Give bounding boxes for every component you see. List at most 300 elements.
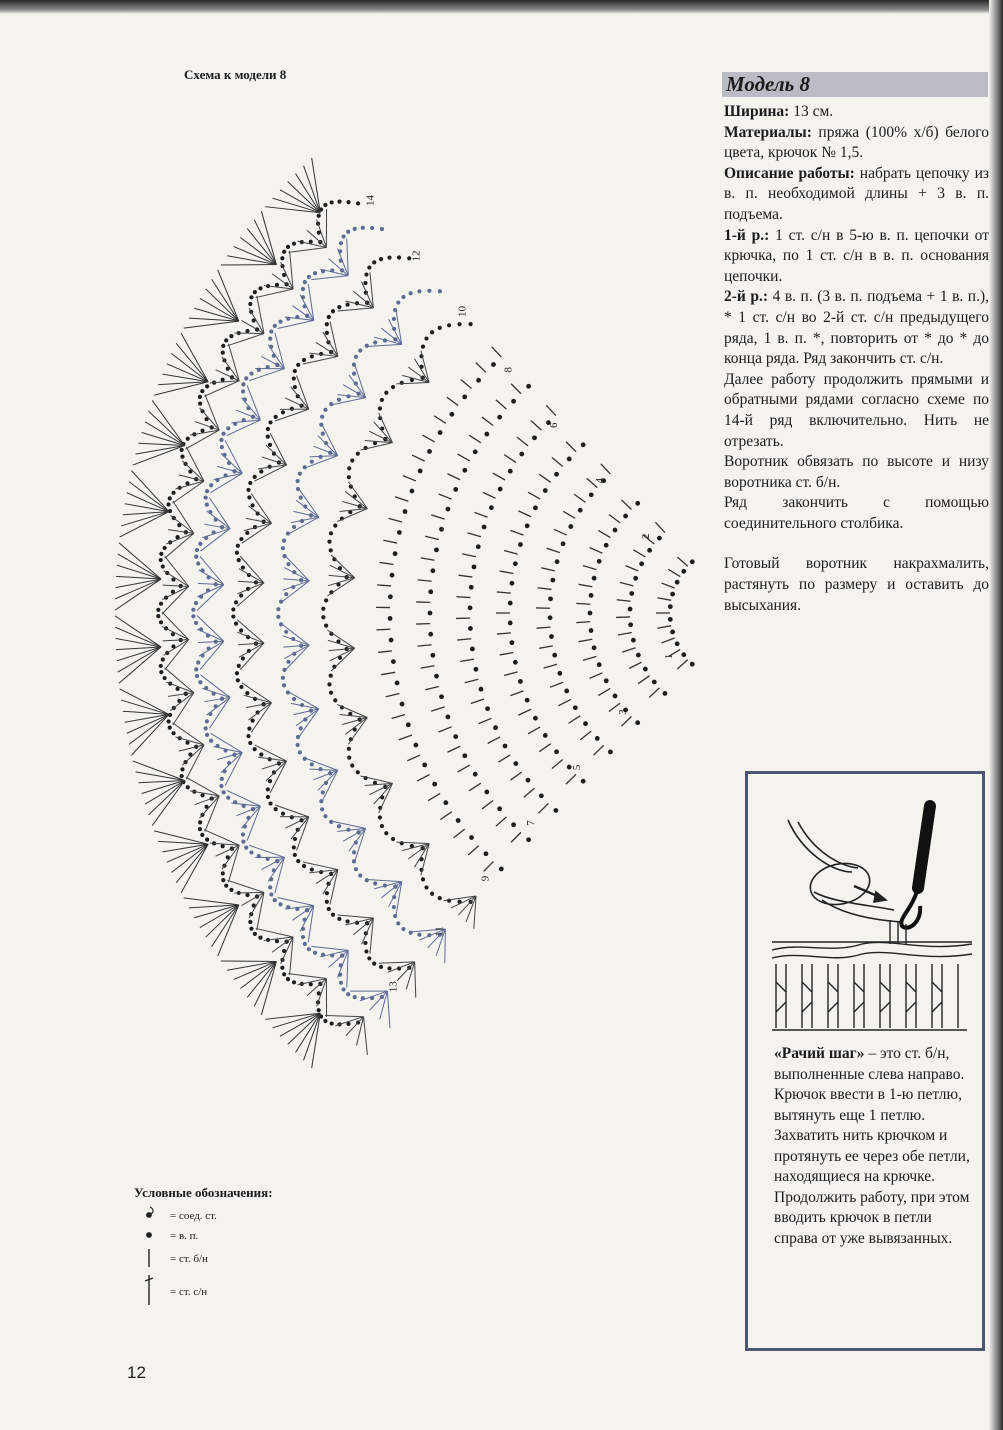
chain-dot [221, 432, 225, 436]
chain-dot [339, 981, 343, 985]
chain-dot [388, 616, 393, 621]
chain-dot [323, 408, 327, 412]
chain-dot [595, 736, 600, 741]
stitch-mark [598, 688, 610, 695]
stitch-mark [303, 356, 338, 364]
chain-dot [485, 706, 490, 711]
chain-dot [205, 503, 209, 507]
stitch-mark [378, 651, 392, 653]
stitch-mark [237, 583, 264, 594]
stitch-mark [621, 500, 631, 510]
chain-dot [639, 561, 644, 566]
chain-dot [447, 323, 451, 327]
chain-dot [392, 905, 396, 909]
stitch-mark [164, 571, 189, 587]
chain-dot [380, 398, 384, 402]
chain-dot [259, 469, 263, 473]
chain-dot [299, 496, 303, 500]
stitch-mark [249, 845, 284, 857]
chain-dot [476, 544, 481, 549]
stitch-mark [345, 492, 367, 509]
stitch-mark [504, 672, 518, 676]
chain-dot [321, 607, 325, 611]
chain-dot [387, 966, 391, 970]
stitch-mark [476, 363, 486, 373]
chain-dot [333, 524, 337, 528]
chain-dot [498, 487, 503, 492]
stitch-mark [454, 829, 465, 838]
stitch-mark [288, 974, 326, 979]
stitch-mark [493, 473, 505, 480]
chain-dot [401, 295, 405, 299]
chain-dot [526, 384, 531, 389]
chain-dot [310, 354, 314, 358]
chain-dot [508, 601, 513, 606]
stitch-mark [173, 501, 194, 533]
chain-dot [543, 488, 548, 493]
chain-dot [292, 980, 296, 984]
stitch-mark [417, 775, 429, 781]
materials-line: Материалы: пряжа (100% х/б) белого цвета, крючок № 1,5. [724, 123, 989, 162]
stitch-mark [204, 830, 239, 846]
chain-dot [253, 475, 257, 479]
tip-title: «Рачий шаг» [774, 1045, 865, 1062]
stitch-mark [205, 796, 219, 832]
chain-dot [409, 931, 413, 935]
chain-dot [681, 652, 686, 657]
stitch-mark [261, 356, 284, 368]
chain-dot [284, 630, 288, 634]
chain-dot [390, 573, 395, 578]
chain-dot [293, 369, 297, 373]
chain-dot [482, 525, 487, 530]
stitch-mark [609, 514, 620, 522]
stitch-mark [286, 556, 310, 581]
stitch-mark [469, 435, 481, 443]
stitch-mark [225, 440, 242, 473]
chain-dot [325, 900, 329, 904]
chain-dot [239, 537, 243, 541]
chain-dot [372, 961, 376, 965]
chain-dot [245, 691, 249, 695]
chain-dot [329, 674, 333, 678]
stitch-mark [617, 600, 631, 601]
stitch-mark [234, 333, 264, 334]
stitch-mark [311, 946, 348, 950]
chain-dot [303, 942, 307, 946]
chain-dot [628, 622, 633, 627]
stitch-mark [531, 421, 541, 430]
stitch-mark [621, 717, 631, 727]
stitch-mark [447, 397, 458, 405]
stitch-mark [622, 648, 635, 652]
stitch-mark [469, 783, 481, 791]
chain-dot [286, 245, 290, 249]
stitch-mark [275, 805, 309, 817]
stitch-mark [227, 420, 261, 436]
chain-dot [180, 448, 184, 452]
chain-dot [432, 782, 437, 787]
chain-dot [430, 653, 435, 658]
chain-dot [484, 851, 489, 856]
picot-stitch [136, 446, 185, 455]
stitch-mark [389, 518, 403, 522]
stitch-mark [590, 548, 603, 554]
chain-dot [592, 645, 597, 650]
picot-stitch [119, 543, 161, 579]
chain-dot [364, 949, 368, 953]
chain-dot [539, 793, 544, 798]
chain-dot [310, 460, 314, 464]
chain-dot [364, 272, 368, 276]
chain-dot [309, 240, 313, 244]
chain-dot [245, 893, 249, 897]
stitch-mark [387, 991, 390, 1028]
chain-dot [427, 289, 431, 293]
chain-dot [221, 844, 225, 848]
chain-dot [299, 726, 303, 730]
chain-dot [380, 824, 384, 828]
chain-dot [171, 731, 175, 735]
chain-dot [236, 678, 240, 682]
chain-dot [194, 555, 198, 559]
chain-dot [525, 523, 530, 528]
chain-dot [690, 662, 695, 667]
chain-dot [317, 214, 321, 218]
stitch-mark [518, 511, 531, 517]
stitch-mark [552, 760, 563, 769]
stitch-mark [162, 586, 189, 614]
chain-dot [589, 628, 594, 633]
chain-dot [497, 415, 502, 420]
chain-dot [438, 326, 442, 330]
picot-stitch [218, 270, 239, 321]
stitch-mark [173, 693, 194, 725]
picot-stitch [234, 961, 277, 979]
chain-dot [424, 885, 428, 889]
stitch-mark [428, 793, 440, 800]
stitch-mark [538, 588, 552, 590]
stitch-mark [209, 498, 230, 529]
chain-dot [526, 778, 531, 783]
chain-dot [194, 601, 198, 605]
stitch-mark [383, 540, 397, 543]
chain-dot [269, 892, 273, 896]
chain-dot [161, 657, 165, 661]
chain-dot [554, 472, 559, 477]
chain-dot [204, 496, 208, 500]
stitch-mark [649, 688, 659, 698]
tip-box [745, 771, 985, 1351]
chain-dot [159, 670, 163, 674]
stitch-mark [247, 385, 260, 420]
stitch-mark [186, 447, 204, 481]
chain-dot [380, 227, 384, 231]
chain-dot [224, 884, 228, 888]
chain-dot [345, 302, 349, 306]
chain-dot [568, 524, 573, 529]
chain-dot [236, 544, 240, 548]
picot-stitch [218, 905, 239, 956]
chain-dot [317, 1008, 321, 1012]
chain-dot [276, 615, 280, 619]
chain-dot [284, 592, 288, 596]
chain-dot [428, 589, 433, 594]
chain-dot [226, 426, 230, 430]
chain-dot [581, 779, 586, 784]
chain-dot [613, 694, 618, 699]
stitch-mark [197, 585, 224, 597]
legend-item-sc: = ст. б/н [170, 1253, 208, 1265]
chain-dot [597, 559, 602, 564]
stitch-mark [657, 598, 671, 601]
chain-dot [341, 234, 345, 238]
chain-dot [434, 674, 439, 679]
chain-dot [244, 846, 248, 850]
stitch-mark [422, 435, 434, 442]
chain-dot [510, 581, 515, 586]
stitch-mark [554, 529, 567, 535]
chain-dot [337, 917, 341, 921]
schema-title: Схема к модели 8 [184, 67, 287, 82]
chain-dot [234, 600, 238, 604]
stitch-mark [458, 765, 470, 772]
chain-dot [229, 888, 233, 892]
chain-dot [652, 680, 657, 685]
row-number: 3 [616, 709, 629, 715]
chain-dot [323, 1019, 327, 1023]
chain-dot [231, 614, 235, 618]
chain-dot [578, 508, 583, 513]
stitch-mark [496, 400, 507, 409]
chain-dot [604, 543, 609, 548]
stitch-mark [198, 641, 224, 642]
chain-dot [573, 705, 578, 710]
chain-dot [282, 250, 286, 254]
chain-dot [434, 547, 439, 552]
chain-dot [346, 230, 350, 234]
chain-dot [413, 743, 418, 748]
picot-stitch [304, 166, 321, 213]
stitch-mark [598, 530, 610, 537]
row-number: 9 [479, 875, 492, 882]
chain-dot [281, 410, 285, 414]
chain-dot [491, 362, 496, 367]
chain-dot [453, 734, 458, 739]
chain-dot [258, 286, 262, 290]
chain-dot [636, 653, 641, 658]
chain-dot [421, 345, 425, 349]
chain-dot [446, 507, 451, 512]
stitch-mark [251, 494, 271, 523]
chain-dot [209, 483, 213, 487]
chain-dot [511, 399, 516, 404]
picot-stitch [184, 321, 239, 328]
chain-dot [310, 762, 314, 766]
stitch-mark [239, 643, 264, 657]
stitch-mark [579, 584, 593, 586]
chain-dot [241, 389, 245, 393]
stitch-mark [325, 1015, 363, 1016]
chain-dot [239, 628, 243, 632]
stitch-mark [332, 398, 365, 405]
chain-dot [356, 452, 360, 456]
stitch-mark [368, 344, 402, 346]
picot-stitch [162, 844, 208, 852]
stitch-mark [500, 571, 514, 573]
chain-dot [513, 561, 518, 566]
chain-dot [253, 290, 257, 294]
stitch-mark [364, 1017, 368, 1055]
chain-dot [470, 647, 475, 652]
stitch-mark [478, 718, 491, 723]
stitch-mark [282, 581, 309, 602]
stitch-mark [431, 515, 444, 519]
chain-dot [159, 602, 163, 606]
stitch-mark [668, 569, 680, 576]
chain-dot [324, 598, 328, 602]
stitch-mark [558, 699, 570, 705]
chain-dot [513, 660, 518, 665]
chain-dot [367, 265, 371, 269]
chain-dot [592, 576, 597, 581]
chain-dot [548, 596, 553, 601]
chain-dot [337, 398, 341, 402]
stitch-mark [412, 455, 425, 461]
row1-line: 1-й р.: 1 ст. с/н в 5-ю в. п. цепочки от крючка, по 1 ст. с/н в в. п. основания цепочки. [724, 226, 989, 285]
chain-dot [329, 691, 333, 695]
picot-stitch [227, 256, 276, 265]
chain-dot [245, 531, 249, 535]
chain-dot [690, 559, 695, 564]
chain-dot [268, 885, 272, 889]
chain-dot [241, 565, 245, 569]
stitch-mark [328, 640, 355, 648]
chain-dot [268, 801, 272, 805]
chain-dot [196, 561, 200, 565]
stitch-mark [338, 308, 374, 311]
stitch-mark [657, 626, 671, 629]
chain-dot [156, 614, 160, 618]
picot-stitch [171, 844, 208, 872]
stitch-mark [425, 536, 439, 539]
chain-dot [588, 611, 593, 616]
chain-dot [564, 689, 569, 694]
chain-dot [324, 623, 328, 627]
chain-dot [373, 881, 377, 885]
stitch-mark [566, 442, 576, 452]
chain-dot [281, 812, 285, 816]
stitch-mark [204, 524, 230, 528]
stitch-mark [332, 821, 365, 828]
chain-dot [241, 832, 245, 836]
stitch-mark [162, 586, 188, 599]
stitch-mark [381, 672, 395, 674]
chain-dot [205, 384, 209, 388]
row-number: 12 [410, 250, 423, 262]
chain-dot [395, 681, 400, 686]
chain-dot [281, 676, 285, 680]
chain-dot [392, 317, 396, 321]
chain-dot [543, 733, 548, 738]
stitch-mark [418, 645, 432, 646]
chain-dot [427, 449, 432, 454]
chain-dot [274, 807, 278, 811]
crochet-chart [100, 78, 720, 1278]
stitch-mark [163, 640, 189, 641]
stitch-mark [327, 578, 354, 596]
stitch-mark [240, 556, 264, 583]
picot-stitch [115, 627, 161, 647]
chain-dot [449, 412, 454, 417]
chain-dot [313, 951, 317, 955]
stitch-mark [662, 638, 675, 643]
chain-dot [276, 607, 280, 611]
chain-dot [561, 541, 566, 546]
chain-dot [266, 434, 270, 438]
chain-dot [194, 667, 198, 671]
chain-dot [647, 548, 652, 553]
stitch-mark [552, 458, 563, 467]
chain-dot [327, 540, 331, 544]
chain-dot [307, 275, 311, 279]
chain-dot [293, 853, 297, 857]
chain-dot [229, 334, 233, 338]
stitch-mark [544, 664, 557, 668]
stitch-mark [510, 772, 521, 780]
chain-dot [552, 653, 557, 658]
chain-dot [321, 432, 325, 436]
stitch-mark [403, 476, 416, 481]
picot-stitch [145, 422, 185, 446]
stitch-mark [283, 636, 310, 645]
chain-dot [163, 676, 167, 680]
chain-dot [280, 256, 284, 260]
stitch-mark [207, 697, 230, 715]
chain-dot [237, 558, 241, 562]
chain-dot [623, 514, 628, 519]
chain-dot [159, 558, 163, 562]
chain-dot [354, 355, 358, 359]
chain-dot [323, 814, 327, 818]
chain-dot [583, 721, 588, 726]
chain-dot [474, 667, 479, 672]
chain-dot [439, 527, 444, 532]
chain-dot [246, 734, 250, 738]
stitch-mark [421, 558, 435, 560]
chain-dot [168, 726, 172, 730]
stitch-mark [629, 662, 642, 668]
continue-text: Далее работу продолжить прямыми и обратными рядами согласно схеме по 14-й ряд включительно. Нить не отрезать. [724, 370, 989, 450]
stitch-mark [511, 384, 521, 394]
chain-dot [268, 779, 272, 783]
chain-dot [353, 227, 357, 231]
chain-dot [249, 927, 253, 931]
picot-stitch [312, 158, 321, 213]
chain-dot [409, 291, 413, 295]
chain-dot [166, 719, 170, 723]
chain-dot [274, 415, 278, 419]
chain-dot [293, 837, 297, 841]
chain-dot [430, 892, 434, 896]
chain-dot [533, 716, 538, 721]
picot-stitch [312, 1013, 321, 1068]
chain-dot [337, 305, 341, 309]
stitch-mark [474, 512, 487, 517]
row-number: 13 [387, 981, 400, 993]
stitch-mark [498, 755, 510, 762]
chain-dot [195, 548, 199, 552]
